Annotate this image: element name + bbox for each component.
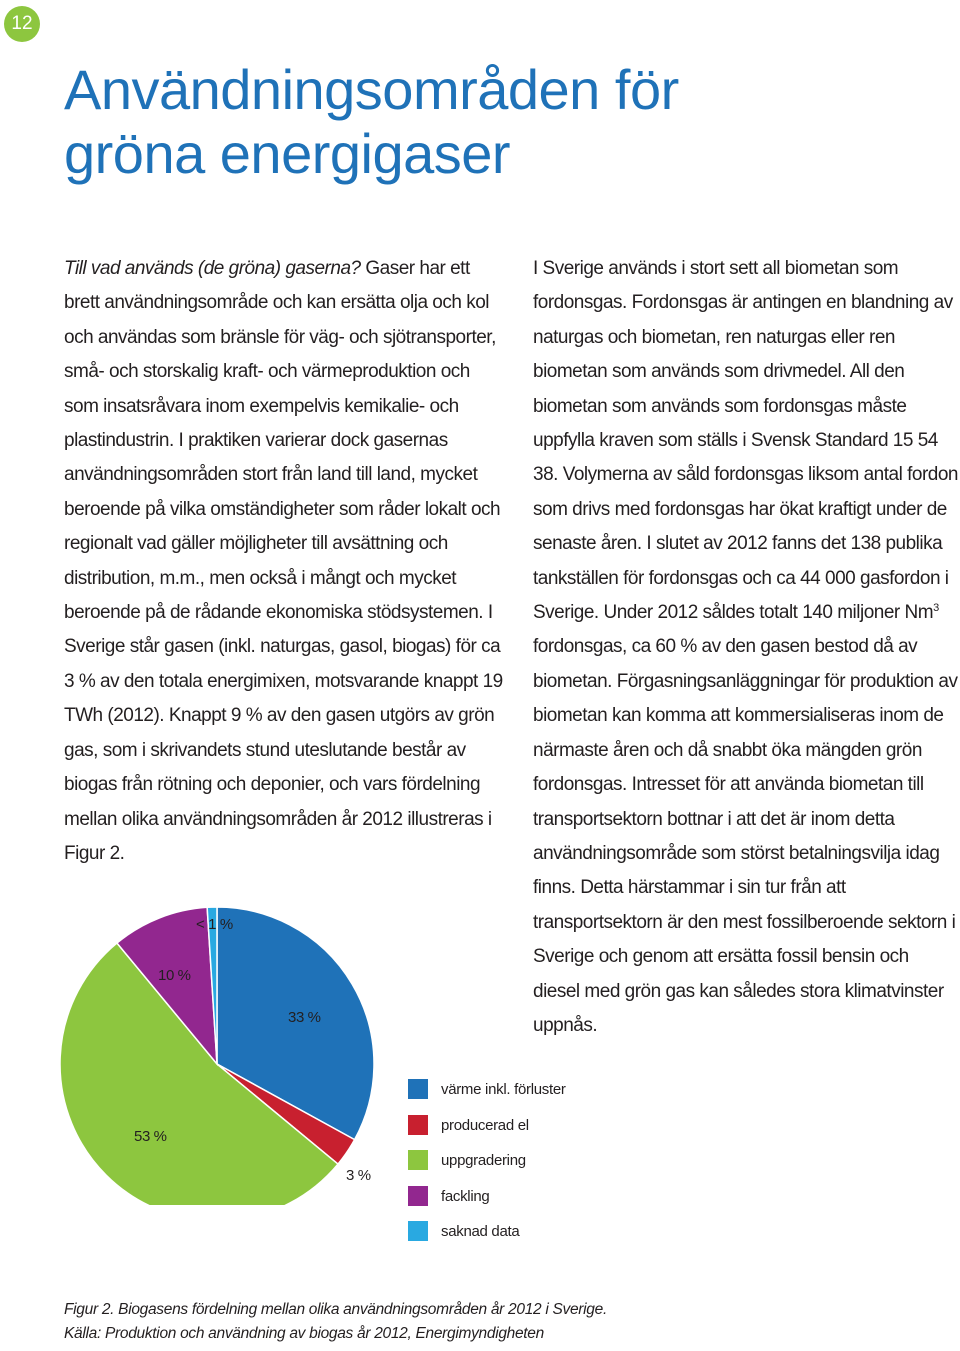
page-title: [64, 58, 679, 186]
right-paragraph: [533, 252, 958, 1043]
page-title-line-2: gröna energigaser: [64, 122, 511, 185]
legend-swatch: [408, 1186, 428, 1206]
slice-label-fackling: 10 %: [158, 967, 191, 984]
page-title-line-1: Användningsområden för: [64, 58, 679, 121]
pie-chart: [60, 895, 390, 1205]
legend-label: uppgradering: [441, 1152, 526, 1169]
right-body-text-2: fordonsgas, ca 60 % av den gasen bestod då av biometan. Förgasningsanläggningar för produktion av biometan kan komma att kommersialiseras inom de närmaste åren och då snabbt öka mängden grön fordonsgas. Intresset för att använda biometan till transportsektorn bottnar i att det är inom detta användningsområde som störst betalningsvilja idag finns. Detta härstammar i sin tur från att transportsektorn är den mest fossilberoende sektorn i Sverige och genom att ersätta fossil bensin och diesel med grön gas kan således stora klimatvinster uppnås.: [533, 636, 958, 1036]
right-body-text-1: I Sverige används i stort sett all biometan som fordonsgas. Fordonsgas är antingen en blandning av naturgas och biometan, ren naturgas eller ren biometan som används som drivmedel. All den biometan som används som fordonsgas måste uppfylla kraven som ställs i Svensk Standard 15 54 38. Volymerna av såld fordonsgas liksom antal fordon som drivs med fordonsgas har ökat kraftigt under de senaste åren. I slutet av 2012 fanns det 138 publika tankställen för fordonsgas och ca 44 000 gasfordon i Sverige. Under 2012 såldes totalt 140 miljoner Nm: [533, 258, 958, 624]
slice-label-uppgradering: 53 %: [134, 1128, 167, 1145]
legend-swatch: [408, 1150, 428, 1170]
legend-label: fackling: [441, 1187, 490, 1205]
legend-swatch: [408, 1079, 428, 1099]
caption-line-2: Källa: Produktion och användning av biogas år 2012, Energimyndigheten: [64, 1325, 544, 1342]
lead-question: Till vad används (de gröna) gaserna?: [64, 258, 361, 279]
legend-label: saknad data: [441, 1223, 520, 1240]
legend-label: producerad el: [441, 1116, 529, 1134]
superscript-3: 3: [933, 602, 939, 615]
pie-slices: [60, 907, 374, 1205]
caption-line-1: Figur 2. Biogasens fördelning mellan olika användningsområden år 2012 i Sverige.: [64, 1301, 607, 1318]
left-body-text: Gaser har ett brett användningsområde och kan ersätta olja och kol och användas som bränsle för väg- och sjötransporter, små- och storskalig kraft- och värmeproduktion och som insatsråvara inom exempelvis kemikalie- och plastindustrin. I praktiken varierar dock gasernas användningsområden stort från land till land, mycket beroende på vilka omständigheter som råder lokalt och regionalt vad gäller möjligheter till avsättning och distribution, m.m., men också i mångt och mycket beroende på de rådande ekonomiska stödsystemen. I Sverige står gasen (inkl. naturgas, gasol, biogas) för ca 3 % av den totala energimixen, motsvarande knappt 19 TWh (2012). Knappt 9 % av den gasen utgörs av grön gas, som i skrivandets stund uteslutande består av biogas från rötning och deponier, och vars fördelning mellan olika användningsområden år 2012 illustreras i Figur 2.: [64, 258, 503, 864]
legend-label: värme inkl. förluster: [441, 1081, 566, 1098]
left-paragraph: [64, 252, 504, 871]
left-text-column: [64, 252, 504, 871]
slice-label-el: 3 %: [346, 1167, 371, 1184]
figure-caption: [64, 1298, 607, 1346]
slice-label-saknad: < 1 %: [196, 916, 233, 933]
right-text-column: [533, 252, 958, 1043]
page-number-badge: 12: [4, 6, 40, 42]
legend-swatch: [408, 1221, 428, 1241]
legend-swatch: [408, 1115, 428, 1135]
slice-label-varme: 33 %: [288, 1009, 321, 1026]
